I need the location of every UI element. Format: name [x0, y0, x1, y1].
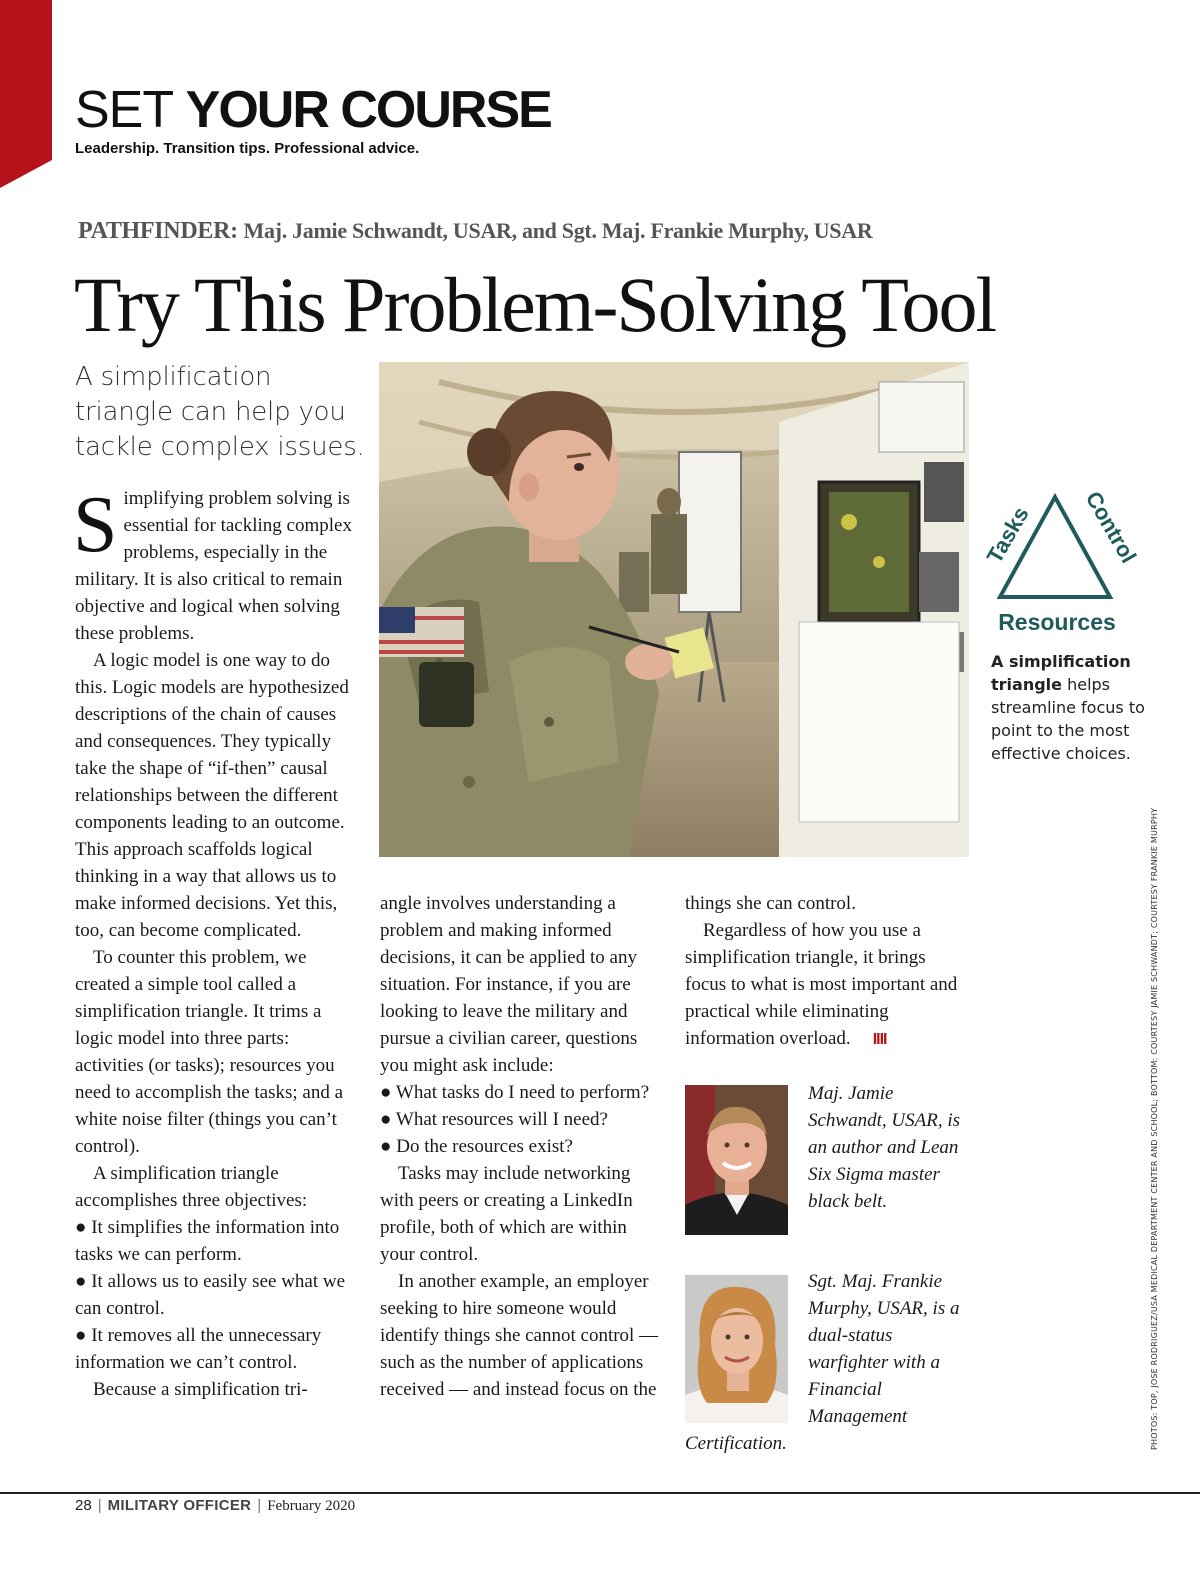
body-paragraph: To counter this problem, we created a simple tool called a simplification triangle. It trims a logic model into three parts: activities (or tasks); resources you need to accomplish the tasks; and a white noise filter (things you can’t control). — [75, 947, 344, 1157]
section-title-light: SET — [75, 81, 173, 139]
section-subtitle: Leadership. Transition tips. Professional advice. — [75, 140, 420, 157]
body-paragraph: implifying problem solving is essential for tackling complex problems, especially in the military. It is also critical to remain objective and logical when solving these problems. — [75, 488, 352, 644]
byline: Maj. Jamie Schwandt, USAR, and Sgt. Maj. Frankie Murphy, USAR — [243, 218, 873, 243]
bullet-text: Do the resources exist? — [396, 1136, 573, 1157]
portrait-illustration — [685, 1085, 788, 1235]
magazine-name: MILITARY OFFICER — [107, 1497, 252, 1514]
body-paragraph: Because a simplification tri- — [93, 1379, 308, 1400]
page-number: 28 — [75, 1497, 92, 1514]
portrait-illustration — [685, 1275, 788, 1423]
triangle-label-control: Control — [1080, 487, 1142, 568]
photo-credit: PHOTOS: TOP, JOSE RODRIGUEZ/USA MEDICAL DEPARTMENT CENTER AND SCHOOL; BOTTOM: COURTESY JAMIE SCHWANDT; COURTESY FRANKIE MURPHY — [1150, 807, 1159, 1450]
body-paragraph: things she can control. — [685, 893, 856, 914]
bullet-item — [75, 1322, 360, 1376]
simplification-triangle-diagram — [975, 485, 1155, 645]
bullet-icon: ● — [75, 1325, 92, 1346]
author-bio-murphy: Sgt. Maj. Frankie Murphy, USAR, is a dual-status warfighter with a Financial Management — [808, 1271, 960, 1427]
triangle-caption — [991, 650, 1151, 765]
bullet-item — [380, 1079, 665, 1106]
triangle-caption-text: helps streamline focus to point to the most effective choices. — [991, 675, 1145, 763]
triangle-label-tasks: Tasks — [981, 502, 1034, 568]
section-color-tab-point — [0, 160, 52, 188]
section-title-bold: YOUR COURSE — [185, 81, 551, 139]
bullet-item — [380, 1133, 665, 1160]
triangle-svg — [975, 485, 1155, 645]
bullet-text: What resources will I need? — [395, 1109, 608, 1130]
bullet-icon: ● — [380, 1136, 397, 1157]
bullet-item — [75, 1268, 360, 1322]
bullet-text: It simplifies the information into tasks we can perform. — [75, 1217, 340, 1265]
author-photo-murphy — [685, 1275, 788, 1423]
bullet-icon: ● — [380, 1109, 396, 1130]
article-deck: A simplification triangle can help you tackle complex issues. — [75, 362, 365, 462]
main-photo-soldier-planning-board — [379, 362, 969, 857]
page-footer — [75, 1497, 355, 1515]
bullet-text: What tasks do I need to perform? — [395, 1082, 650, 1103]
body-paragraph — [685, 917, 970, 1053]
body-paragraph: In another example, an employer seeking to hire someone would identify things she cannot control — such as the number of applications received — and instead focus on the — [380, 1271, 659, 1400]
bullet-icon: ● — [380, 1082, 396, 1103]
section-title — [75, 82, 551, 138]
end-mark-icon: IIII — [872, 1031, 887, 1048]
issue-date: February 2020 — [267, 1498, 356, 1514]
author-bio-schwandt: Maj. Jamie Schwandt, USAR, is an author and Lean Six Sigma master black belt. — [808, 1083, 960, 1212]
bullet-text: It removes all the unnecessary information we can’t control. — [75, 1325, 322, 1373]
drop-cap: S — [73, 481, 118, 569]
photo-illustration — [379, 362, 969, 857]
bullet-item — [380, 1106, 665, 1133]
body-paragraph: A logic model is one way to do this. Logic models are hypothesized descriptions of the chain of causes and consequences. They typically take the shape of “if-then” causal relationships between the different components leading to an outcome. This approach scaffolds logical thinking in a way that allows us to make informed decisions. Yet this, too, can become complicated. — [75, 650, 349, 941]
body-paragraph: Tasks may include networking with peers or creating a LinkedIn profile, both of which are within your control. — [380, 1163, 633, 1265]
footer-separator: | — [97, 1497, 102, 1514]
author-photo-schwandt — [685, 1085, 788, 1235]
body-paragraph: angle involves understanding a problem and making informed decisions, it can be applied to any situation. For instance, if you are looking to leave the military and pursue a civilian career, questions you might ask include: — [380, 893, 638, 1076]
bullet-icon: ● — [75, 1217, 92, 1238]
author-bio-murphy-tail: Certification. — [685, 1433, 787, 1454]
triangle-label-resources: Resources — [998, 609, 1116, 635]
bullet-icon: ● — [75, 1271, 92, 1292]
body-column-1 — [73, 481, 360, 1403]
body-paragraph: A simplification triangle accomplishes three objectives: — [75, 1163, 308, 1211]
article-headline: Try This Problem-Solving Tool — [74, 261, 996, 348]
pathfinder-line — [78, 218, 872, 245]
bullet-text: It allows us to easily see what we can control. — [75, 1271, 346, 1319]
body-paragraph-text: Regardless of how you use a simplification triangle, it brings focus to what is most important and practical while eliminating information overload. — [685, 920, 958, 1049]
triangle-caption-bold: A simplification triangle — [991, 652, 1131, 694]
pathfinder-label: PATHFINDER: — [78, 218, 238, 244]
section-color-tab — [0, 0, 52, 160]
footer-separator: | — [257, 1497, 262, 1514]
bullet-item — [75, 1214, 360, 1268]
body-column-2 — [380, 890, 665, 1403]
body-column-3 — [685, 890, 970, 1053]
footer-rule — [0, 1492, 1200, 1494]
